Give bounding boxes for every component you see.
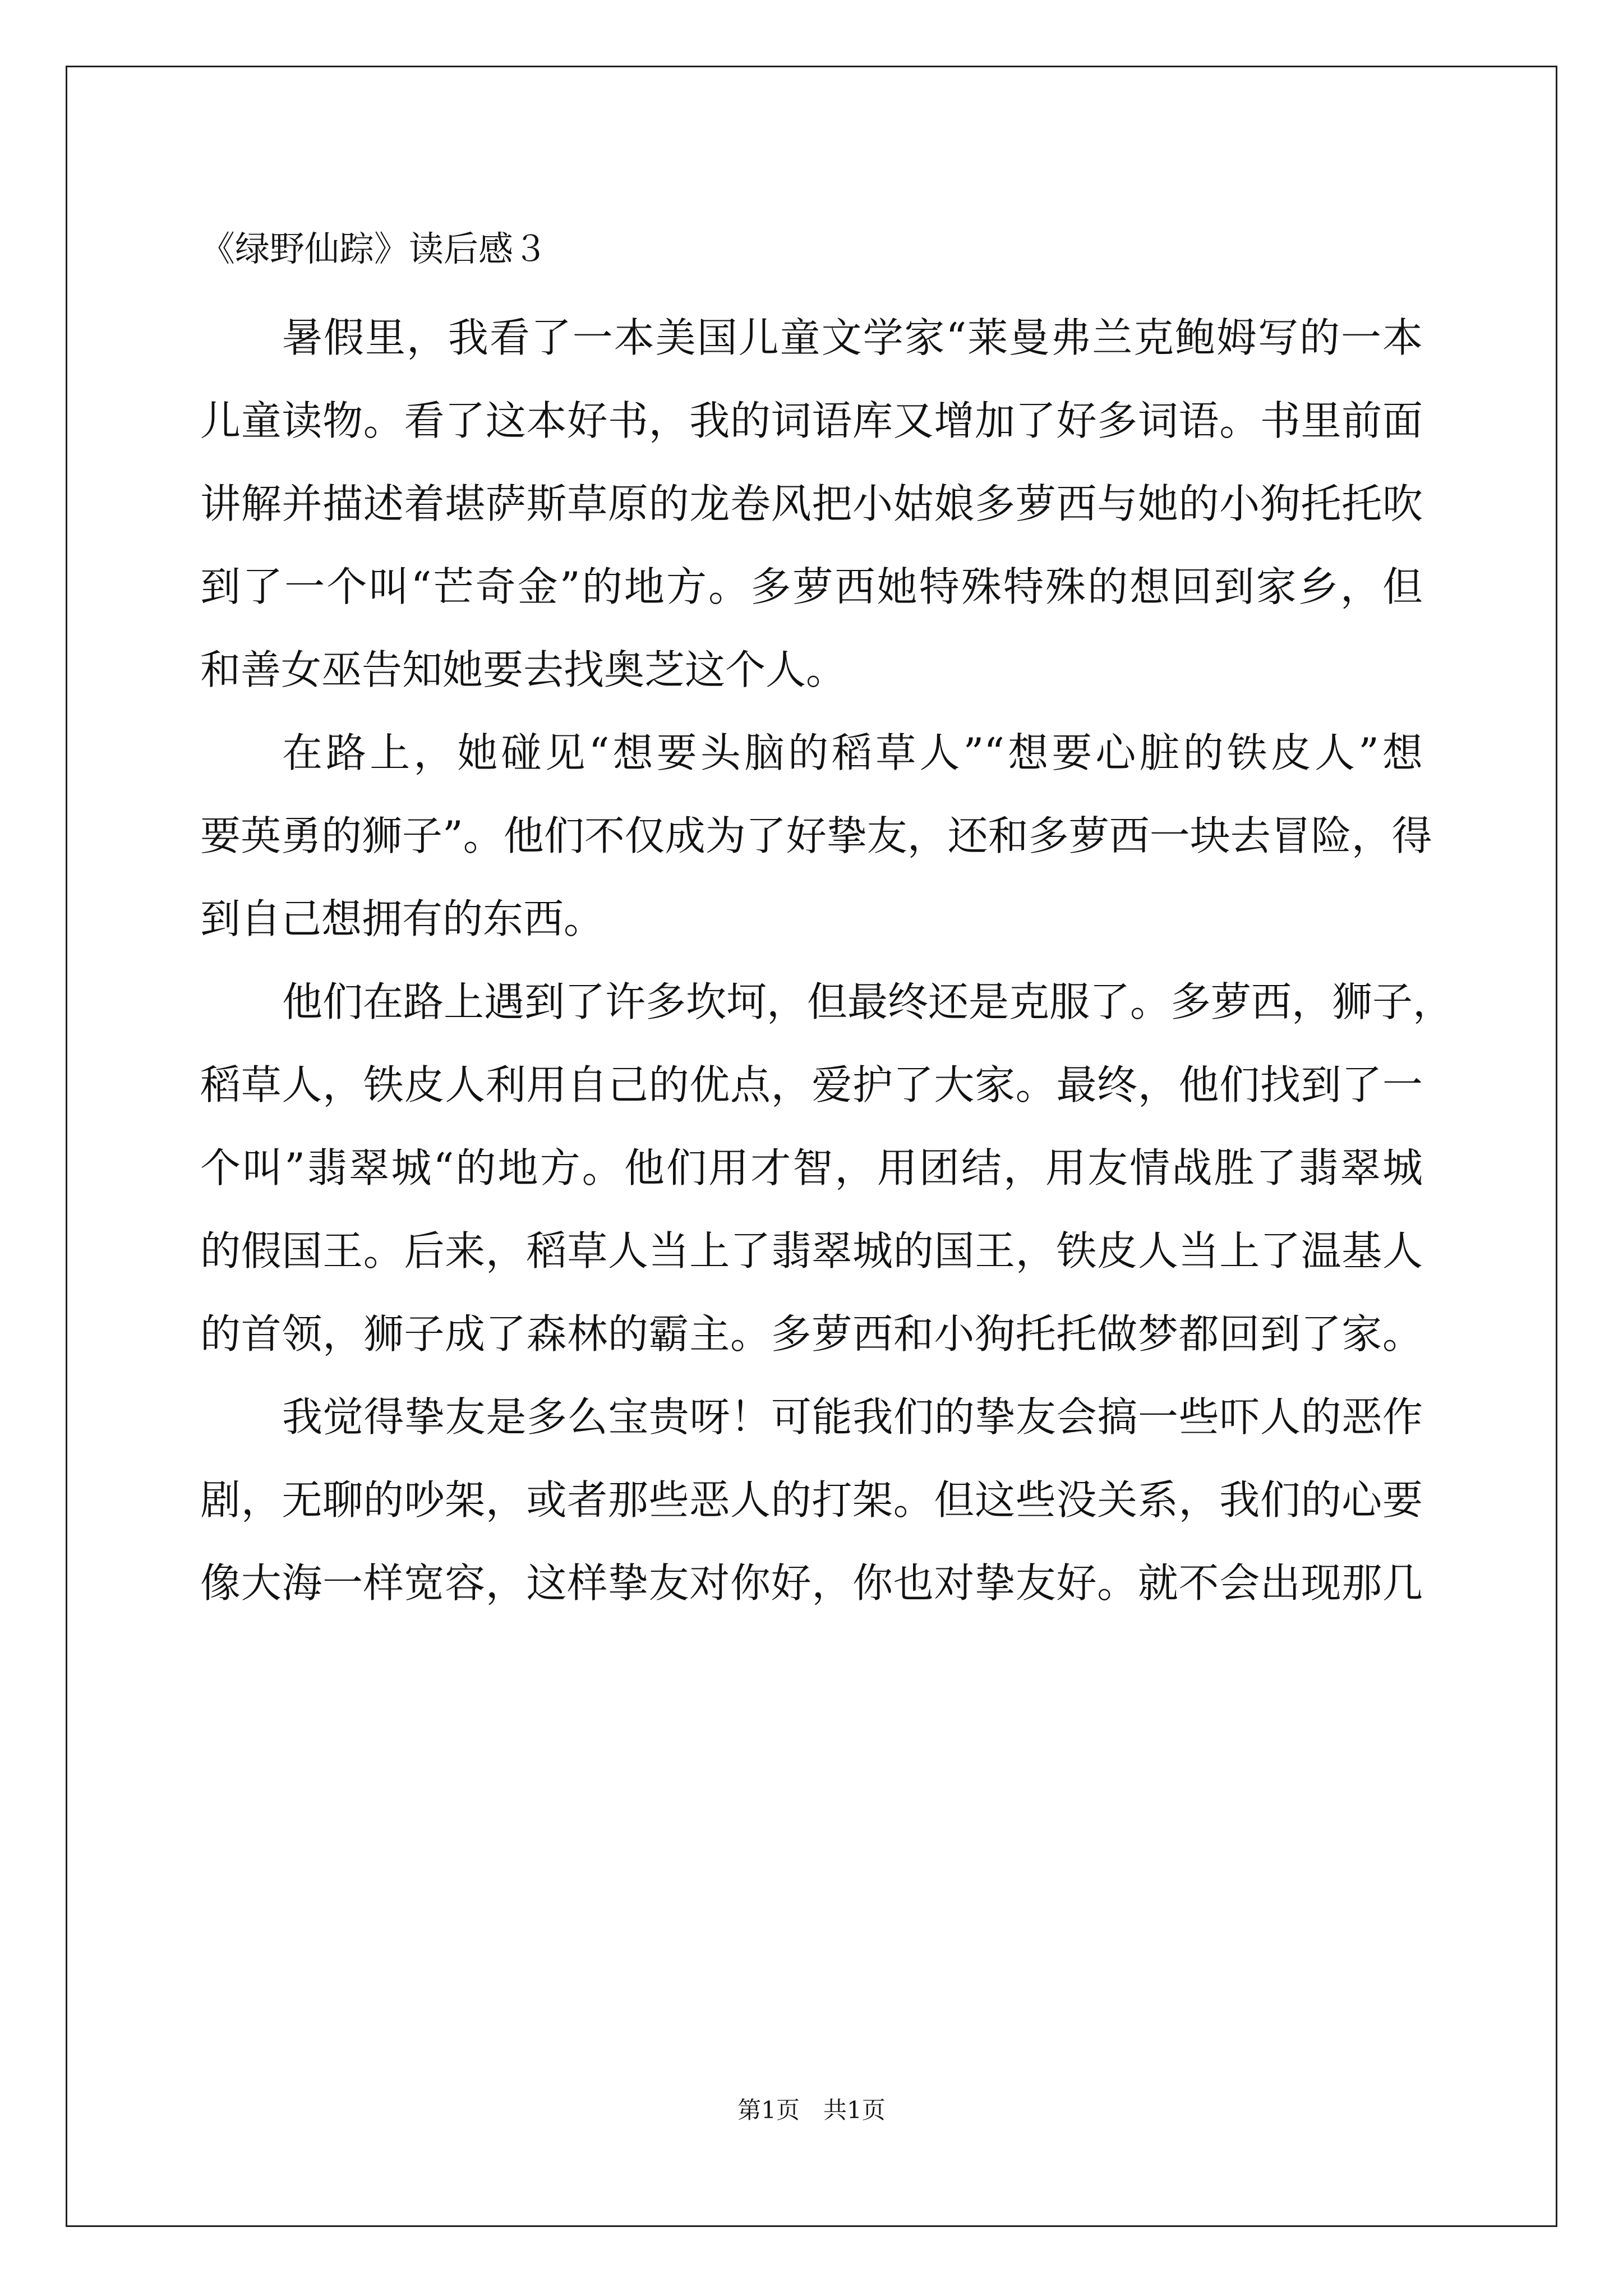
document-body xyxy=(200,296,1454,1625)
paragraph-line: 要英勇的狮子”。他们不仅成为了好挚友，还和多萝西一块去冒险，得 xyxy=(200,812,1432,859)
paragraph-line: 像大海一样宽容，这样挚友对你好，你也对挚友好。就不会出现那几 xyxy=(200,1559,1423,1607)
paragraph-line: 个叫”翡翠城“的地方。他们用才智，用团结，用友情战胜了翡翠城 xyxy=(200,1144,1423,1191)
paragraph-line: 我觉得挚友是多么宝贵呀！可能我们的挚友会搞一些吓人的恶作 xyxy=(282,1393,1423,1441)
paragraph-line: 剧，无聊的吵架，或者那些恶人的打架。但这些没关系，我们的心要 xyxy=(200,1476,1423,1524)
paragraph-line: 暑假里，我看了一本美国儿童文学家“莱曼弗兰克鲍姆写的一本 xyxy=(282,314,1423,361)
paragraph-line: 和善女巫告知她要去找奥芝这个人。 xyxy=(200,646,847,693)
paragraph-line: 讲解并描述着堪萨斯草原的龙卷风把小姑娘多萝西与她的小狗托托吹 xyxy=(200,480,1423,527)
paragraph-line: 到自己想拥有的东西。 xyxy=(200,895,605,942)
page-footer: 第1页 共1页 xyxy=(737,2096,886,2124)
document-title: 《绿野仙踪》读后感３ xyxy=(200,228,548,269)
paragraph-line: 的首领，狮子成了森林的霸主。多萝西和小狗托托做梦都回到了家。 xyxy=(200,1310,1423,1358)
paragraph-line: 儿童读物。看了这本好书，我的词语库又增加了好多词语。书里前面 xyxy=(200,397,1423,444)
paragraph-line: 在路上，她碰见“想要头脑的稻草人”“想要心脏的铁皮人”想 xyxy=(282,729,1423,776)
paragraph-line: 稻草人，铁皮人利用自己的优点，爱护了大家。最终，他们找到了一 xyxy=(200,1061,1423,1108)
paragraph-line: 的假国王。后来，稻草人当上了翡翠城的国王，铁皮人当上了温基人 xyxy=(200,1227,1423,1274)
paragraph-line: 他们在路上遇到了许多坎坷，但最终还是克服了。多萝西，狮子， xyxy=(282,978,1454,1025)
paragraph-line: 到了一个叫“芒奇金”的地方。多萝西她特殊特殊的想回到家乡，但 xyxy=(200,563,1423,610)
